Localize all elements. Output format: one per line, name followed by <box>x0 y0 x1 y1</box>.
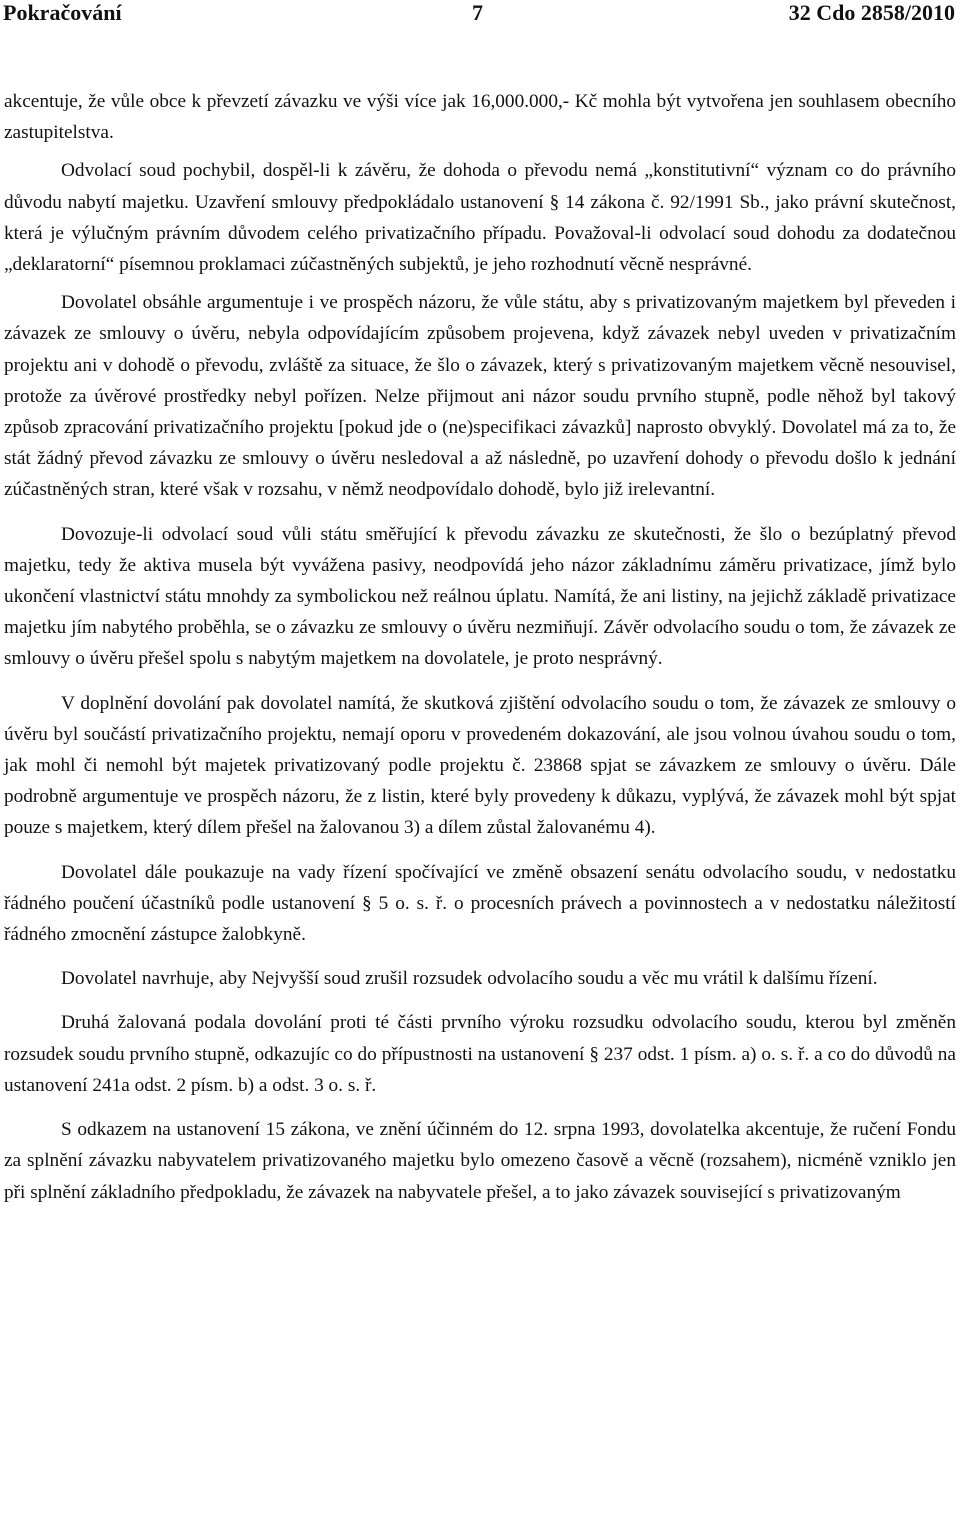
paragraph: Dovolatel dále poukazuje na vady řízení spočívající ve změně obsazení senátu odvolacího soudu, v nedostatku řádného poučení účastníků podle ustanovení § 5 o. s. ř. o procesních právech a povinnostech a v nedostatku náležitostí řádného zmocnění zástupce žalobkyně. <box>4 861 956 946</box>
header-continuation-label: Pokračování <box>3 0 122 25</box>
paragraph: akcentuje, že vůle obce k převzetí závazku ve výši více jak 16,000.000,- Kč mohla být vytvořena jen souhlasem obecního zastupitelstva. <box>4 91 956 144</box>
document-body <box>4 86 956 1208</box>
case-number: 32 Cdo 2858/2010 <box>788 0 955 25</box>
page-number: 7 <box>472 0 483 25</box>
paragraph: S odkazem na ustanovení 15 zákona, ve znění účinném do 12. srpna 1993, dovolatelka akcentuje, že ručení Fondu za splnění závazku nabyvatelem privatizovaného majetku bylo omezeno časově a věcně (rozsahem), nicméně vzniklo jen při splnění základního předpokladu, že závazek na nabyvatele přešel, a to jako závazek související s privatizovaným <box>4 1119 956 1203</box>
paragraph: Dovolatel obsáhle argumentuje i ve prospěch názoru, že vůle státu, aby s privatizovaným majetkem byl převeden i závazek ze smlouvy o úvěru, nebyla odpovídajícím způsobem projevena, když závazek nebyl uveden v privatizačním projektu ani v dohodě o převodu, zvláště za situace, že šlo o závazek, který s privatizovaným majetkem věcně nesouvisel, protože za úvěrové prostředky nebyl pořízen. Nelze přijmout ani názor soudu prvního stupně, podle něhož byl takový způsob zpracování privatizačního projektu [pokud jde o (ne)specifikaci závazků] naprosto obvyklý. Dovolatel má za to, že stát žádný převod závazku ze smlouvy o úvěru nesledoval a až následně, po uzavření dohody o převodu došlo k jednání zúčastněných stran, které však v rozsahu, v němž neodpovídalo dohodě, bylo již irelevantní. <box>4 292 956 501</box>
paragraph: Druhá žalovaná podala dovolání proti té části prvního výroku rozsudku odvolacího soudu, kterou byl změněn rozsudek soudu prvního stupně, odkazujíc co do přípustnosti na ustanovení § 237 odst. 1 písm. a) o. s. ř. a co do důvodů na ustanovení 241a odst. 2 písm. b) a odst. 3 o. s. ř. <box>4 1012 956 1096</box>
paragraph: Odvolací soud pochybil, dospěl-li k závěru, že dohoda o převodu nemá „konstitutivní“ význam co do právního důvodu nabytí majetku. Uzavření smlouvy předpokládalo ustanovení § 14 zákona č. 92/1991 Sb., jako právní skutečnost, která je výlučným právním důvodem celého privatizačního případu. Považoval-li odvolací soud dohodu za dodatečnou „deklaratorní“ písemnou proklamaci zúčastněných subjektů, je jeho rozhodnutí věcně nesprávné. <box>4 160 956 276</box>
page-header <box>0 0 960 30</box>
paragraph: Dovozuje-li odvolací soud vůli státu směřující k převodu závazku ze skutečnosti, že šlo o bezúplatný převod majetku, tedy že aktiva musela být vyvážena pasivy, neodpovídá jeho názor základnímu záměru privatizace, jímž bylo ukončení vlastnictví státu mnohdy za symbolickou než reálnou úplatu. Namítá, že ani listiny, na jejichž základě privatizace majetku jím nabytého proběhla, se o závazku ze smlouvy o úvěru nezmiňují. Závěr odvolacího soudu o tom, že závazek ze smlouvy o úvěru přešel spolu s nabytým majetkem na dovolatele, je proto nesprávný. <box>4 523 956 670</box>
paragraph: Dovolatel navrhuje, aby Nejvyšší soud zrušil rozsudek odvolacího soudu a věc mu vrátil k dalšímu řízení. <box>61 968 878 990</box>
paragraph: V doplnění dovolání pak dovolatel namítá, že skutková zjištění odvolacího soudu o tom, že závazek ze smlouvy o úvěru byl součástí privatizačního projektu, nemají oporu v provedeném dokazování, ale jsou volnou úvahou soudu o tom, jak mohl či nemohl být majetek privatizovaný podle projektu č. 23868 spjat se závazkem ze smlouvy o úvěru. Dále podrobně argumentuje ve prospěch názoru, že z listin, které byly provedeny k důkazu, vyplývá, že závazek mohl být spjat pouze s majetkem, který dílem přešel na žalovanou 3) a dílem zůstal žalovanému 4). <box>4 692 956 839</box>
